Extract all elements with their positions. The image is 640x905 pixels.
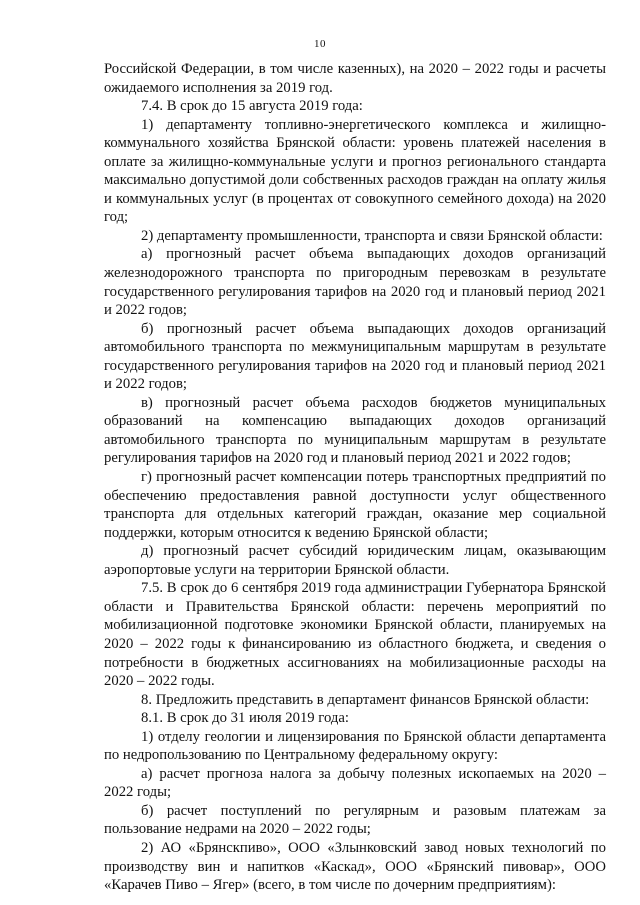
paragraph-8-1-1-a: а) расчет прогноза налога за добычу полезных ископаемых на 2020 – 2022 годы; [104,765,606,801]
paragraph-7-4-2-v: в) прогнозный расчет объема расходов бюджетов муниципальных образований на компенсацию выпадающих доходов организаций автомобильного транспорта по муниципальным маршрутам в результате регулирования тарифов на 2020 год и плановый период 2021 и 2022 годов; [104,394,606,467]
paragraph-8-1-1-b: б) расчет поступлений по регулярным и разовым платежам за пользование недрами на 2020 – 2022 годы; [104,802,606,838]
paragraph-7-4-2-d: д) прогнозный расчет субсидий юридическим лицам, оказывающим аэропортовые услуги на территории Брянской области. [104,543,606,578]
document-body [104,60,606,895]
paragraph-7-4-2-a: а) прогнозный расчет объема выпадающих доходов организаций железнодорожного транспорта по пригородным перевозкам в результате государственного регулирования тарифов на 2020 год и плановый период 2021 и 2022 годов; [104,246,606,319]
paragraph-7-5: 7.5. В срок до 6 сентября 2019 года администрации Губернатора Брянской области и Правительства Брянской области: перечень мероприятий по мобилизационной подготовке экономики Брянской области, планируемых на 2020 – 2022 годы к финансированию из областного бюджета, и сведения о потребности в бюджетных ассигнованиях на мобилизационные расходы на 2020 – 2022 годы. [104,580,606,690]
paragraph-7-4-2-b: б) прогнозный расчет объема выпадающих доходов организаций автомобильного транспорта по межмуниципальным маршрутам в результате государственного регулирования тарифов на 2020 год и плановый период 2021 и 2022 годов; [104,320,606,393]
page-number: 10 [314,38,326,50]
paragraph-8-1-1: 1) отделу геологии и лицензирования по Брянской области департамента по недропользованию по Центральному федеральному округу: [104,728,606,764]
paragraph-continuation: Российской Федерации, в том числе казенных), на 2020 – 2022 годы и расчеты ожидаемого исполнения за 2019 год. [104,61,606,96]
paragraph-7-4-2-g: г) прогнозный расчет компенсации потерь транспортных предприятий по обеспечению предоставления равной доступности услуг общественного транспорта для отдельных категорий граждан, оказание мер социальной поддержки, которым относится к ведению Брянской области; [104,469,606,541]
paragraph-7-4-1: 1) департаменту топливно-энергетического комплекса и жилищно-коммунального хозяйства Брянской области: уровень платежей населения в оплате за жилищно-коммунальные услуги и прогноз регионального стандарта максимально допустимой доли собственных расходов граждан на оплату жилья и коммунальных услуг (в процентах от совокупного семейного дохода) на 2020 год; [104,116,606,226]
paragraph-8-1-2: 2) АО «Брянскпиво», ООО «Злынковский завод новых технологий по производству вин и напитков «Каскад», ООО «Брянский пивовар», ООО «Карачев Пиво – Ягер» (всего, в том числе по дочерним предприятиям): [104,839,606,894]
paragraph-8-1: 8.1. В срок до 31 июля 2019 года: [141,710,349,727]
paragraph-8: 8. Предложить представить в департамент финансов Брянской области: [141,691,590,708]
paragraph-7-4-2: 2) департаменту промышленности, транспорта и связи Брянской области: [141,227,603,244]
paragraph-7-4: 7.4. В срок до 15 августа 2019 года: [141,98,363,115]
